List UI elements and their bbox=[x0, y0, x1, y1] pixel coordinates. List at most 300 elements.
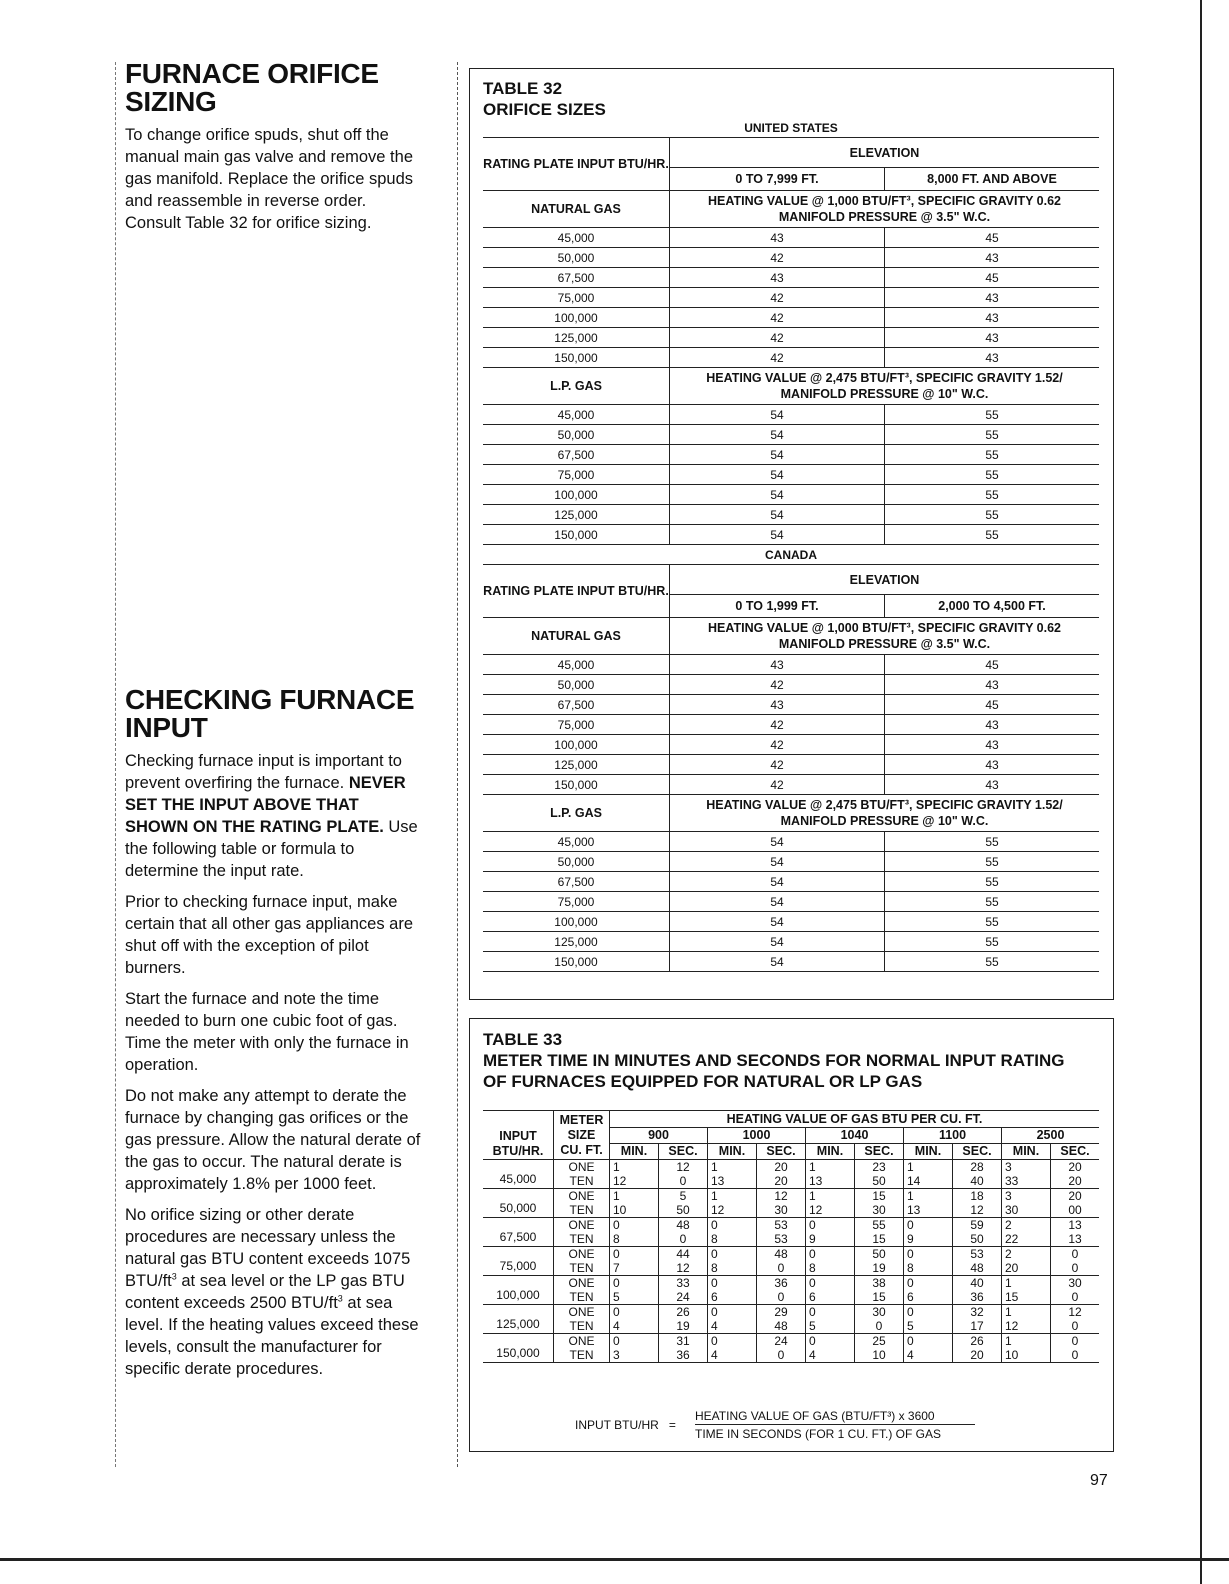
rating-plate-label: RATING PLATE INPUT BTU/HR. bbox=[483, 138, 670, 191]
orifice-high: 55 bbox=[885, 872, 1100, 892]
seconds-value: 50 bbox=[659, 1203, 708, 1218]
minutes-value: 0 bbox=[708, 1334, 757, 1349]
table-32-title: TABLE 32 ORIFICE SIZES bbox=[483, 79, 606, 119]
minutes-value: 0 bbox=[904, 1247, 953, 1262]
minutes-value: 1 bbox=[806, 1160, 855, 1175]
orifice-low: 43 bbox=[670, 228, 885, 248]
minutes-value: 10 bbox=[610, 1203, 659, 1218]
seconds-value: 5 bbox=[659, 1189, 708, 1204]
orifice-high: 45 bbox=[885, 655, 1100, 675]
table-row bbox=[483, 1160, 1099, 1175]
checking-input-section bbox=[125, 686, 425, 1389]
sec-header: SEC. bbox=[757, 1144, 806, 1160]
orifice-low: 54 bbox=[670, 405, 885, 425]
minutes-value: 8 bbox=[708, 1232, 757, 1247]
orifice-low: 42 bbox=[670, 348, 885, 368]
spec-line-2: MANIFOLD PRESSURE @ 10" W.C. bbox=[780, 814, 989, 828]
orifice-high: 43 bbox=[885, 248, 1100, 268]
minutes-value: 0 bbox=[708, 1305, 757, 1320]
minutes-value: 0 bbox=[610, 1247, 659, 1262]
orifice-section bbox=[125, 60, 425, 243]
minutes-value: 1 bbox=[1002, 1305, 1051, 1320]
minutes-value: 15 bbox=[1002, 1290, 1051, 1305]
input-value: 75,000 bbox=[483, 1247, 554, 1276]
table-row bbox=[483, 268, 1099, 288]
heating-value-1000: 1000 bbox=[708, 1128, 806, 1144]
orifice-low: 54 bbox=[670, 852, 885, 872]
table-row bbox=[483, 485, 1099, 505]
input-header-line-2: BTU/HR. bbox=[492, 1144, 544, 1158]
spec-line-1: HEATING VALUE @ 1,000 BTU/FT³, SPECIFIC GRAVITY 0.62 bbox=[708, 194, 1061, 208]
table-row bbox=[483, 228, 1099, 248]
table-33-box bbox=[469, 1018, 1114, 1452]
minutes-value: 1 bbox=[1002, 1276, 1051, 1291]
orifice-sizes-table bbox=[483, 118, 1099, 972]
orifice-high: 43 bbox=[885, 308, 1100, 328]
table-row bbox=[483, 248, 1099, 268]
seconds-value: 12 bbox=[757, 1189, 806, 1204]
table-row bbox=[483, 1203, 1099, 1218]
rating-plate-label: RATING PLATE INPUT BTU/HR. bbox=[483, 565, 670, 618]
seconds-value: 53 bbox=[757, 1232, 806, 1247]
minutes-value: 0 bbox=[610, 1305, 659, 1320]
seconds-value: 48 bbox=[659, 1218, 708, 1233]
minutes-value: 30 bbox=[1002, 1203, 1051, 1218]
input-value: 45,000 bbox=[483, 1160, 554, 1189]
seconds-value: 12 bbox=[953, 1203, 1002, 1218]
ca-lp-gas bbox=[483, 795, 1099, 832]
minutes-value: 1 bbox=[610, 1189, 659, 1204]
minutes-value: 1 bbox=[708, 1160, 757, 1175]
input-value: 75,000 bbox=[483, 892, 670, 912]
seconds-value: 53 bbox=[757, 1218, 806, 1233]
orifice-high: 45 bbox=[885, 228, 1100, 248]
minutes-value: 1 bbox=[1002, 1334, 1051, 1349]
orifice-high: 55 bbox=[885, 832, 1100, 852]
minutes-value: 4 bbox=[610, 1319, 659, 1334]
meter-one: ONE bbox=[554, 1218, 610, 1233]
orifice-low: 43 bbox=[670, 695, 885, 715]
minutes-value: 0 bbox=[610, 1218, 659, 1233]
minutes-value: 0 bbox=[904, 1334, 953, 1349]
input-value: 125,000 bbox=[483, 328, 670, 348]
seconds-value: 20 bbox=[757, 1160, 806, 1175]
seconds-value: 0 bbox=[1051, 1290, 1100, 1305]
orifice-high: 43 bbox=[885, 348, 1100, 368]
orifice-low: 54 bbox=[670, 525, 885, 545]
input-value: 100,000 bbox=[483, 1276, 554, 1305]
us-lp-gas bbox=[483, 368, 1099, 405]
orifice-high: 43 bbox=[885, 328, 1100, 348]
min-header: MIN. bbox=[708, 1144, 757, 1160]
orifice-high: 43 bbox=[885, 715, 1100, 735]
table-row bbox=[483, 755, 1099, 775]
sec-header: SEC. bbox=[659, 1144, 708, 1160]
table-32-box bbox=[469, 68, 1114, 1000]
table-row bbox=[483, 465, 1099, 485]
table-row bbox=[483, 832, 1099, 852]
paragraph-5: No orifice sizing or other derate procedures are necessary unless the natural gas BTU content exceeds 1075 BTU/$ft^3$ at sea level or the LP gas BTU content exceeds 2500 BTU/$ft^3$ at sea level. If the heating values exceed these levels, consult the manufacturer for specific derate procedures. bbox=[125, 1206, 419, 1378]
minutes-value: 9 bbox=[806, 1232, 855, 1247]
canada-region bbox=[483, 545, 1099, 565]
minutes-value: 6 bbox=[708, 1290, 757, 1305]
heating-value-2500: 2500 bbox=[1002, 1128, 1100, 1144]
table-row bbox=[483, 872, 1099, 892]
seconds-value: 36 bbox=[757, 1276, 806, 1291]
meter-time-table bbox=[483, 1110, 1099, 1363]
input-value: 125,000 bbox=[483, 932, 670, 952]
orifice-low: 54 bbox=[670, 952, 885, 972]
minutes-value: 0 bbox=[806, 1218, 855, 1233]
minutes-value: 8 bbox=[708, 1261, 757, 1276]
table-row bbox=[483, 1174, 1099, 1189]
minutes-value: 0 bbox=[806, 1247, 855, 1262]
table-33-title: TABLE 33 METER TIME IN MINUTES AND SECONDS FOR NORMAL INPUT RATING OF FURNACES EQUIPPED FOR NATURAL OR LP GAS bbox=[483, 1030, 1065, 1091]
paragraph-1: Checking furnace input is important to prevent overfiring the furnace. NEVER SET THE INPUT ABOVE THAT SHOWN ON THE RATING PLATE. Use the following table or formula to determine the input rate. bbox=[125, 752, 418, 880]
seconds-value: 0 bbox=[757, 1261, 806, 1276]
seconds-value: 44 bbox=[659, 1247, 708, 1262]
orifice-high: 55 bbox=[885, 525, 1100, 545]
input-value: 45,000 bbox=[483, 655, 670, 675]
seconds-value: 30 bbox=[1068, 1276, 1082, 1290]
elevation-low: 0 TO 1,999 FT. bbox=[670, 595, 885, 618]
table-row bbox=[483, 1247, 1099, 1262]
minutes-value: 3 bbox=[610, 1348, 659, 1363]
table-row bbox=[483, 1261, 1099, 1276]
canada-region-label: CANADA bbox=[483, 545, 1099, 565]
orifice-high: 55 bbox=[885, 485, 1100, 505]
min-header: MIN. bbox=[806, 1144, 855, 1160]
meter-one: ONE bbox=[554, 1247, 610, 1262]
seconds-value: 0 bbox=[1071, 1334, 1079, 1348]
input-value: 150,000 bbox=[483, 775, 670, 795]
spec-line-1: HEATING VALUE @ 2,475 BTU/FT³, SPECIFIC GRAVITY 1.52/ bbox=[706, 371, 1063, 385]
us-lp-gas-label: L.P. GAS bbox=[483, 368, 670, 405]
minutes-value: 8 bbox=[610, 1232, 659, 1247]
heating-value-1040: 1040 bbox=[806, 1128, 904, 1144]
seconds-value: 31 bbox=[659, 1334, 708, 1349]
input-value: 100,000 bbox=[483, 912, 670, 932]
seconds-value: 0 bbox=[757, 1290, 806, 1305]
minutes-value: 0 bbox=[610, 1276, 659, 1291]
input-value: 50,000 bbox=[483, 248, 670, 268]
seconds-value: 18 bbox=[953, 1189, 1002, 1204]
minutes-value: 6 bbox=[904, 1290, 953, 1305]
input-header bbox=[483, 1111, 554, 1160]
orifice-low: 54 bbox=[670, 465, 885, 485]
checking-input-heading: CHECKING FURNACE INPUT bbox=[125, 684, 415, 743]
page-edge-bottom bbox=[0, 1558, 1229, 1561]
seconds-value: 28 bbox=[953, 1160, 1002, 1175]
min-header: MIN. bbox=[1002, 1144, 1051, 1160]
meter-ten: TEN bbox=[554, 1319, 610, 1334]
input-value: 50,000 bbox=[483, 1189, 554, 1218]
meter-one: ONE bbox=[554, 1189, 610, 1204]
minutes-value: 0 bbox=[806, 1305, 855, 1320]
minutes-value: 0 bbox=[708, 1276, 757, 1291]
seconds-value: 15 bbox=[855, 1189, 904, 1204]
minutes-value: 1 bbox=[904, 1160, 953, 1175]
seconds-value: 36 bbox=[659, 1348, 708, 1363]
input-value: 125,000 bbox=[483, 755, 670, 775]
input-value: 50,000 bbox=[483, 675, 670, 695]
meter-one: ONE bbox=[554, 1305, 610, 1320]
table-row bbox=[483, 1290, 1099, 1305]
seconds-value: 38 bbox=[855, 1276, 904, 1291]
seconds-value: 26 bbox=[953, 1334, 1002, 1349]
seconds-value: 17 bbox=[953, 1319, 1002, 1334]
minutes-value: 13 bbox=[708, 1174, 757, 1189]
us-header bbox=[483, 138, 1099, 168]
seconds-value: 30 bbox=[757, 1203, 806, 1218]
minutes-value: 33 bbox=[1002, 1174, 1051, 1189]
orifice-low: 54 bbox=[670, 872, 885, 892]
table-row bbox=[483, 1276, 1099, 1291]
seconds-value: 20 bbox=[1068, 1160, 1082, 1174]
orifice-low: 54 bbox=[670, 912, 885, 932]
meter-one: ONE bbox=[554, 1160, 610, 1175]
table-row bbox=[483, 775, 1099, 795]
input-value: 75,000 bbox=[483, 465, 670, 485]
formula-numerator: HEATING VALUE OF GAS (BTU/FT³) x 3600 bbox=[695, 1409, 975, 1425]
orifice-high: 43 bbox=[885, 755, 1100, 775]
input-value: 100,000 bbox=[483, 485, 670, 505]
seconds-value: 20 bbox=[1051, 1174, 1100, 1189]
seconds-value: 36 bbox=[953, 1290, 1002, 1305]
formula-lhs: INPUT BTU/HR = bbox=[575, 1418, 676, 1432]
us-region-label: UNITED STATES bbox=[483, 118, 1099, 138]
input-value: 150,000 bbox=[483, 348, 670, 368]
seconds-value: 26 bbox=[659, 1305, 708, 1320]
t33-header-1 bbox=[483, 1111, 1099, 1128]
minutes-value: 8 bbox=[806, 1261, 855, 1276]
seconds-value: 33 bbox=[659, 1276, 708, 1291]
minutes-value: 8 bbox=[904, 1261, 953, 1276]
page-edge-right bbox=[1200, 0, 1202, 1584]
orifice-low: 42 bbox=[670, 735, 885, 755]
input-value: 125,000 bbox=[483, 1305, 554, 1334]
minutes-value: 0 bbox=[904, 1218, 953, 1233]
seconds-value: 40 bbox=[953, 1276, 1002, 1291]
seconds-value: 19 bbox=[659, 1319, 708, 1334]
input-value: 67,500 bbox=[483, 872, 670, 892]
seconds-value: 0 bbox=[1071, 1247, 1079, 1261]
orifice-low: 42 bbox=[670, 675, 885, 695]
table-row bbox=[483, 952, 1099, 972]
seconds-value: 0 bbox=[1051, 1261, 1100, 1276]
seconds-value: 12 bbox=[659, 1261, 708, 1276]
ca-natural-gas-spec bbox=[670, 618, 1100, 655]
seconds-value: 0 bbox=[757, 1348, 806, 1363]
input-value: 75,000 bbox=[483, 715, 670, 735]
orifice-low: 42 bbox=[670, 308, 885, 328]
seconds-value: 0 bbox=[659, 1174, 708, 1189]
table-row bbox=[483, 852, 1099, 872]
orifice-low: 42 bbox=[670, 288, 885, 308]
orifice-high: 45 bbox=[885, 268, 1100, 288]
orifice-high: 55 bbox=[885, 852, 1100, 872]
table-row bbox=[483, 328, 1099, 348]
minutes-value: 0 bbox=[708, 1247, 757, 1262]
table-row bbox=[483, 348, 1099, 368]
paragraph-3: Start the furnace and note the time needed to burn one cubic foot of gas. Time the meter with only the furnace in operation. bbox=[125, 990, 409, 1074]
ca-natural-gas bbox=[483, 618, 1099, 655]
minutes-value: 0 bbox=[806, 1334, 855, 1349]
elevation-label: ELEVATION bbox=[670, 565, 1100, 595]
seconds-value: 53 bbox=[953, 1247, 1002, 1262]
table-row bbox=[483, 715, 1099, 735]
input-value: 75,000 bbox=[483, 288, 670, 308]
orifice-heading: FURNACE ORIFICE SIZING bbox=[125, 58, 379, 117]
input-value: 150,000 bbox=[483, 1334, 554, 1363]
table-row bbox=[483, 445, 1099, 465]
orifice-high: 55 bbox=[885, 932, 1100, 952]
orifice-low: 42 bbox=[670, 248, 885, 268]
minutes-value: 20 bbox=[1002, 1261, 1051, 1276]
input-value: 45,000 bbox=[483, 228, 670, 248]
minutes-value: 0 bbox=[806, 1276, 855, 1291]
formula-denominator: TIME IN SECONDS (FOR 1 CU. FT.) OF GAS bbox=[695, 1427, 942, 1441]
minutes-value: 10 bbox=[1002, 1348, 1051, 1363]
minutes-value: 0 bbox=[904, 1276, 953, 1291]
seconds-value: 23 bbox=[855, 1160, 904, 1175]
minutes-value: 6 bbox=[806, 1290, 855, 1305]
elevation-high: 8,000 FT. AND ABOVE bbox=[885, 168, 1100, 191]
seconds-value: 15 bbox=[855, 1232, 904, 1247]
table-row bbox=[483, 1218, 1099, 1233]
input-value: 150,000 bbox=[483, 525, 670, 545]
sec-header: SEC. bbox=[855, 1144, 904, 1160]
seconds-value: 12 bbox=[659, 1160, 708, 1175]
orifice-high: 55 bbox=[885, 445, 1100, 465]
input-value: 67,500 bbox=[483, 695, 670, 715]
table-row bbox=[483, 1232, 1099, 1247]
meter-one: ONE bbox=[554, 1276, 610, 1291]
seconds-value: 20 bbox=[953, 1348, 1002, 1363]
orifice-high: 43 bbox=[885, 288, 1100, 308]
us-lp-gas-spec bbox=[670, 368, 1100, 405]
minutes-value: 4 bbox=[806, 1348, 855, 1363]
seconds-value: 55 bbox=[855, 1218, 904, 1233]
elevation-high: 2,000 TO 4,500 FT. bbox=[885, 595, 1100, 618]
minutes-value: 12 bbox=[1002, 1319, 1051, 1334]
orifice-high: 55 bbox=[885, 505, 1100, 525]
input-value: 100,000 bbox=[483, 308, 670, 328]
table-row bbox=[483, 655, 1099, 675]
minutes-value: 3 bbox=[1002, 1189, 1051, 1204]
orifice-low: 43 bbox=[670, 655, 885, 675]
orifice-low: 42 bbox=[670, 328, 885, 348]
sec-header: SEC. bbox=[953, 1144, 1002, 1160]
minutes-value: 22 bbox=[1002, 1232, 1051, 1247]
meter-one: ONE bbox=[554, 1334, 610, 1349]
spec-line-2: MANIFOLD PRESSURE @ 3.5" W.C. bbox=[778, 210, 991, 224]
orifice-low: 54 bbox=[670, 425, 885, 445]
min-header: MIN. bbox=[610, 1144, 659, 1160]
orifice-low: 54 bbox=[670, 505, 885, 525]
spec-line-2: MANIFOLD PRESSURE @ 10" W.C. bbox=[780, 387, 989, 401]
minutes-value: 2 bbox=[1002, 1247, 1051, 1262]
meter-ten: TEN bbox=[554, 1261, 610, 1276]
orifice-high: 43 bbox=[885, 675, 1100, 695]
minutes-value: 0 bbox=[708, 1218, 757, 1233]
orifice-high: 55 bbox=[885, 912, 1100, 932]
orifice-low: 54 bbox=[670, 932, 885, 952]
seconds-value: 20 bbox=[757, 1174, 806, 1189]
minutes-value: 1 bbox=[904, 1189, 953, 1204]
seconds-value: 40 bbox=[953, 1174, 1002, 1189]
meter-header-line-1: METER bbox=[559, 1112, 604, 1127]
input-value: 50,000 bbox=[483, 425, 670, 445]
seconds-value: 30 bbox=[855, 1305, 904, 1320]
seconds-value: 48 bbox=[757, 1247, 806, 1262]
input-header-line-1: INPUT bbox=[499, 1129, 537, 1143]
meter-ten: TEN bbox=[554, 1203, 610, 1218]
minutes-value: 12 bbox=[610, 1174, 659, 1189]
heating-value-900: 900 bbox=[610, 1128, 708, 1144]
table-row bbox=[483, 1305, 1099, 1320]
orifice-high: 55 bbox=[885, 892, 1100, 912]
orifice-high: 43 bbox=[885, 735, 1100, 755]
seconds-value: 29 bbox=[757, 1305, 806, 1320]
input-value: 45,000 bbox=[483, 405, 670, 425]
meter-ten: TEN bbox=[554, 1174, 610, 1189]
seconds-value: 24 bbox=[757, 1334, 806, 1349]
table-row bbox=[483, 892, 1099, 912]
seconds-value: 50 bbox=[953, 1232, 1002, 1247]
minutes-value: 5 bbox=[806, 1319, 855, 1334]
seconds-value: 19 bbox=[855, 1261, 904, 1276]
table-row bbox=[483, 735, 1099, 755]
minutes-value: 1 bbox=[708, 1189, 757, 1204]
orifice-low: 42 bbox=[670, 775, 885, 795]
min-header: MIN. bbox=[904, 1144, 953, 1160]
minutes-value: 0 bbox=[904, 1305, 953, 1320]
minutes-value: 12 bbox=[806, 1203, 855, 1218]
minutes-value: 13 bbox=[904, 1203, 953, 1218]
input-value: 125,000 bbox=[483, 505, 670, 525]
orifice-low: 54 bbox=[670, 892, 885, 912]
minutes-value: 4 bbox=[708, 1348, 757, 1363]
seconds-value: 0 bbox=[1051, 1319, 1100, 1334]
minutes-value: 13 bbox=[806, 1174, 855, 1189]
us-region bbox=[483, 118, 1099, 138]
minutes-value: 7 bbox=[610, 1261, 659, 1276]
orifice-low: 42 bbox=[670, 755, 885, 775]
minutes-value: 2 bbox=[1002, 1218, 1051, 1233]
table-row bbox=[483, 505, 1099, 525]
elevation-label: ELEVATION bbox=[670, 138, 1100, 168]
canada-header bbox=[483, 565, 1099, 595]
meter-ten: TEN bbox=[554, 1232, 610, 1247]
orifice-text: To change orifice spuds, shut off the manual main gas valve and remove the gas manifold. Replace the orifice spuds and reassemble in reverse order. Consult Table 32 for orifice sizing. bbox=[125, 126, 413, 232]
sec-header: SEC. bbox=[1051, 1144, 1100, 1160]
orifice-low: 43 bbox=[670, 268, 885, 288]
seconds-value: 20 bbox=[1068, 1189, 1082, 1203]
ca-lp-gas-spec bbox=[670, 795, 1100, 832]
orifice-high: 55 bbox=[885, 405, 1100, 425]
seconds-value: 25 bbox=[855, 1334, 904, 1349]
ca-lp-gas-label: L.P. GAS bbox=[483, 795, 670, 832]
minutes-value: 14 bbox=[904, 1174, 953, 1189]
orifice-low: 54 bbox=[670, 485, 885, 505]
input-value: 50,000 bbox=[483, 852, 670, 872]
table-row bbox=[483, 695, 1099, 715]
seconds-value: 50 bbox=[855, 1247, 904, 1262]
minutes-value: 1 bbox=[610, 1160, 659, 1175]
meter-header-line-2: SIZE bbox=[567, 1127, 596, 1142]
minutes-value: 5 bbox=[904, 1319, 953, 1334]
